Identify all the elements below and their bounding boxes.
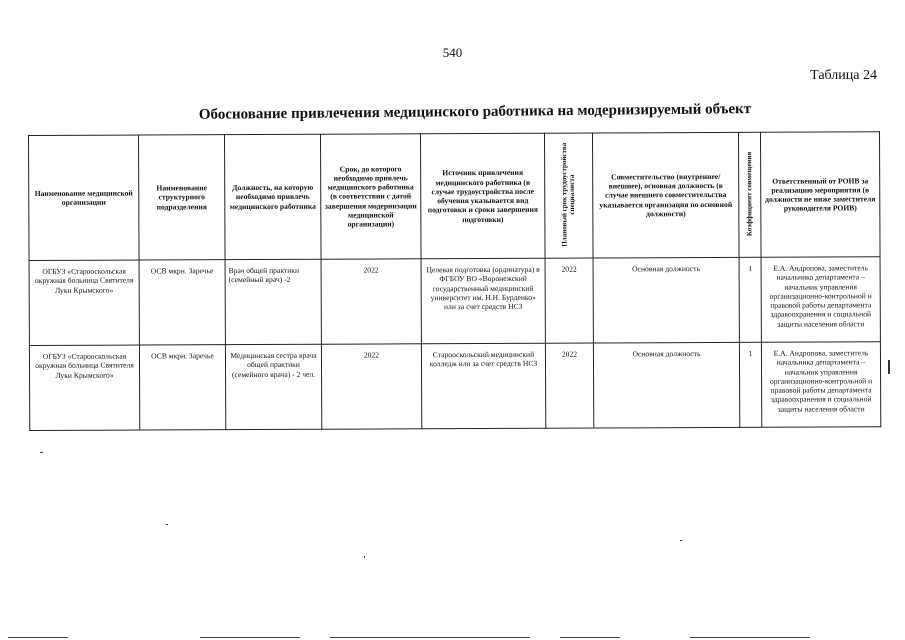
header-employment-year (544, 133, 593, 258)
cell-source: Старооскольский медицинский колледж или за счет средств НСЗ (421, 343, 545, 429)
header-responsible: Ответственный от РОИВ за реализацию мероприятия (в должности не ниже заместителя руководителя РОИВ) (760, 132, 880, 258)
header-employment-year-text: Плановый срок трудоустройства специалиста (559, 142, 576, 247)
scan-speck (680, 540, 682, 541)
header-organization: Наименование медицинской организации (29, 135, 140, 260)
table-row (29, 257, 880, 346)
cell-position: Врач общей практики (семейный врач) -2 (225, 259, 321, 344)
header-coefficient-text: Коэффициент совмещения (744, 151, 754, 236)
cell-employment-year: 2022 (545, 343, 593, 428)
header-deadline: Срок, до которого необходимо привлечь медицинского работника (в соответствии с датой завершения модернизации медицинской организации) (320, 134, 421, 259)
scan-speck (166, 524, 168, 525)
cell-combination: Основная должность (593, 257, 739, 343)
scan-edge-line (690, 637, 810, 638)
table-header-row (29, 132, 881, 261)
cell-employment-year: 2022 (545, 258, 593, 343)
cell-organization: ОГБУЗ «Старооскольская окружная больница Святителя Луки Крымского» (29, 260, 139, 345)
cell-position: Медицинская сестра врача общей практики (семейного врача) - 2 чел. (225, 344, 321, 429)
scan-edge-line (200, 637, 300, 638)
cell-deadline: 2022 (321, 344, 421, 429)
table-row (29, 342, 880, 431)
scan-edge-line (8, 637, 68, 638)
header-source: Источник привлечения медицинского работника (в случае трудоустройства после обучения указывается вид подготовки и сроки завершения подготовки) (420, 133, 545, 259)
cell-unit: ОСВ мкрн. Заречье (139, 345, 225, 430)
header-unit: Наименование структурного подразделения (139, 135, 226, 260)
justification-table (28, 131, 881, 431)
scan-speck (364, 556, 365, 558)
cell-coefficient: 1 (739, 257, 761, 342)
scan-speck (888, 360, 890, 374)
scan-speck (40, 452, 43, 453)
header-position: Должность, на которую необходимо привлечь медицинского работника (225, 134, 322, 259)
table-label: Таблица 24 (810, 68, 877, 83)
scan-edge-line (560, 637, 620, 638)
cell-source: Целевая подготовка (ординатура) в ФГБОУ ВО «Воронежский государственный медицинский университет им. Н.Н. Бурденко» или за счет средств НСЗ (421, 258, 545, 344)
cell-deadline: 2022 (321, 259, 421, 344)
header-combination: Совместительство (внутреннее/ внешнее), основная должность (в случае внешнего совместительства указывается организация по основной должности) (592, 132, 739, 258)
cell-coefficient: 1 (739, 342, 761, 427)
cell-organization: ОГБУЗ «Старооскольская окружная больница Святителя Луки Крымского» (29, 345, 139, 430)
document-title: Обоснование привлечения медицинского работника на модернизируемый объект (198, 101, 752, 123)
scan-edge-line (330, 637, 530, 638)
header-coefficient (738, 132, 761, 257)
cell-unit: ОСВ мкрн. Заречье (139, 260, 225, 345)
cell-responsible: Е.А. Андропова, заместитель начальника департамента – начальник управления организационно-контрольной и правовой работы департамента здравоохранения и социальной защиты населения области (761, 257, 880, 343)
page-number: 540 (442, 45, 463, 60)
cell-combination: Основная должность (593, 342, 739, 428)
cell-responsible: Е.А. Андропова, заместитель начальника департамента – начальник управления организационно-контрольной и правовой работы департамента здравоохранения и социальной защиты населения области (761, 342, 880, 428)
